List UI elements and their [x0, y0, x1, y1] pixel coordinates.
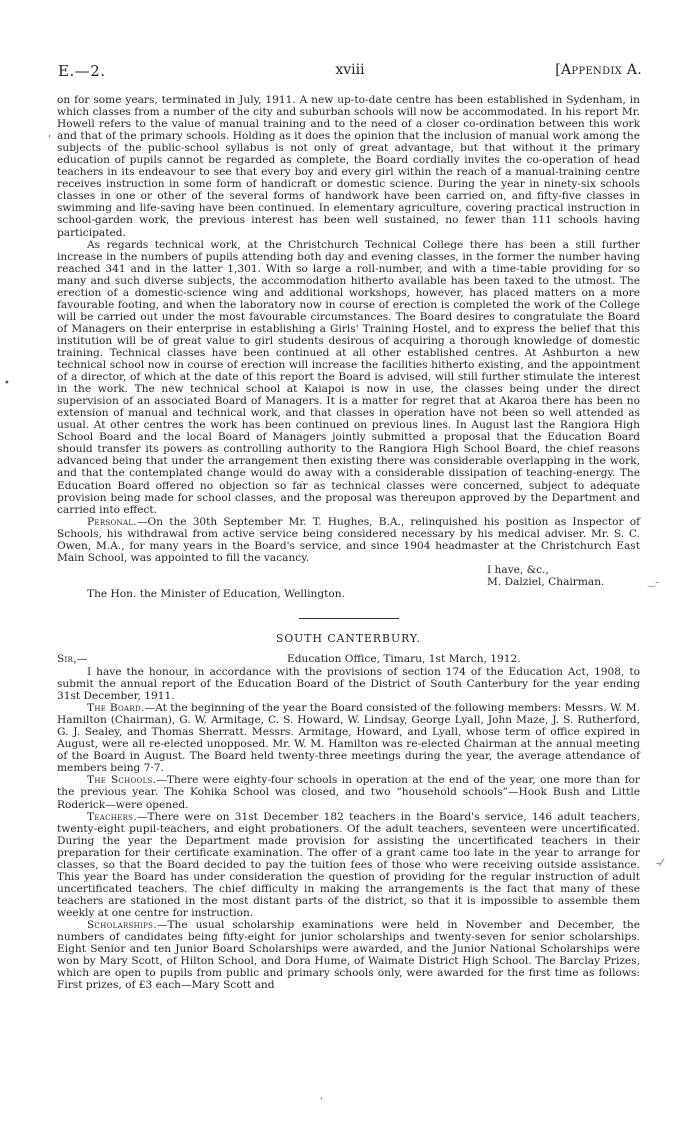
- intro-paragraph: I have the honour, in accordance with the provisions of section 174 of the Education Act, 1908, to submit the annual report of the Education Board of the District of South Canterbury for the year ending 31st December, 1911.: [57, 666, 640, 703]
- board-heading: The Board.: [87, 702, 145, 715]
- personal-paragraph: [57, 516, 640, 564]
- teachers-heading: Teachers.: [87, 810, 137, 823]
- board-text: —At the beginning of the year the Board consisted of the following members: Messrs. W. M. Hamilton (Chairman), G. W. Armitage, C. S. Howard, W. Lindsay, George Lyall, John Maze, J. S. Rutherford, G. J. Sealey, and Thomas Sherratt. Messrs. Armitage, Howard, and Lyall, whose term of office expired in August, were all re-elected unopposed. Mr. W. M. Hamilton was re-elected Chairman at the annual meeting of the Board in August. The Board held twenty-three meetings during the year, the average attendance of members being 7·7.: [57, 702, 641, 775]
- office-date-line: Education Office, Timaru, 1st March, 1912.: [287, 653, 521, 666]
- chairman-signature: M. Dalziel, Chairman.: [487, 575, 605, 588]
- technical-work-paragraph: As regards technical work, at the Christchurch Technical College there has been a still further increase in the numbers of pupils attending both day and evening classes, in the former the number having reached 341 and in the latter 1,301. With so large a roll-number, and with a time-table providing for so many and such diverse subjects, the accommodation hitherto available has been taxed to the utmost. The erection of a domestic-science wing and additional workshops, however, has placed matters on a more favourable footing, and when the laboratory now in course of erection is completed the work of the College will be carried out under the most favourable circumstances. The Board desires to congratulate the Board of Managers on their enterprise in establishing a Girls' Training Hostel, and to express the belief that this institution will be of great value to girl students desirous of acquiring a thorough knowledge of domestic training. Technical classes have been continued at all other established centres. At Ashburton a new technical school now in course of erection will increase the facilities hitherto existing, and the appointment of a director, of which at the date of this report the Board is advised, will still further stimulate the interest in the work. The new technical school at Kaiapoi is now in use, the classes being under the direct supervision of an associated Board of Managers. It is a matter for regret that at Akaroa there has been no extension of manual and technical work, and that classes in operation have not been so well attended as usual. At other centres the work has been continued on previous lines. In August last the Rangiora High School Board and the local Board of Managers jointly submitted a proposal that the Education Board should transfer its powers as controlling authority to the Rangiora High School Board, the chief reasons advanced being that under the arrangement then existing there was considerable overlapping in the work, and that the contemplated change would do away with a considerable dissipation of teaching-energy. The Education Board offered no objection so far as technical classes were concerned, subject to adequate provision being made for school classes, and the proposal was thereupon approved by the Department and carried into effect.: [57, 238, 640, 516]
- schools-text: —There were eighty-four schools in operation at the end of the year, one more than for the previous year. The Kohika School was closed, and two “household schools”—Hook Bush and Little Roderick—were opened.: [57, 774, 640, 811]
- bottom-dot-mark: ·: [320, 1094, 324, 1105]
- report-body: [57, 94, 640, 991]
- margin-mark: ,: [48, 128, 52, 139]
- margin-stroke-mark: ‿–: [648, 578, 660, 588]
- scholarships-heading: Scholarships.: [87, 919, 157, 931]
- personal-text: —On the 30th September Mr. T. Hughes, B.A., relinquished his position as Inspector of Schools, his withdrawal from active service being considered necessary by his medical adviser. Mr. S. C. Owen, M.A., for many years in the Board's service, and since 1904 headmaster at the Christchurch East Main School, was appointed to fill the vacancy.: [57, 515, 640, 564]
- section-divider: [299, 618, 399, 619]
- page-number: xviii: [335, 62, 365, 78]
- sign-off: I have, &c.,: [487, 563, 549, 576]
- margin-dash-mark: –⁄: [656, 858, 663, 869]
- page-header: [58, 62, 642, 84]
- schools-paragraph: [57, 774, 640, 810]
- schools-heading: The Schools.: [87, 774, 157, 787]
- salutation: Sir,—: [57, 653, 88, 666]
- teachers-text: —There were on 31st December 182 teachers in the Board's service, 146 adult teachers, twenty-eight pupil-teachers, and eight probationers. Of the adult teachers, seventeen were uncertificated. During the year the Department made provision for assisting the uncertificated teachers in their preparation for their certificate examination. The offer of a grant came too late in the year to arrange for classes, so that the Board decided to pay the tuition fees of those who were receiving outside assistance. This year the Board has under consideration the question of providing for the regular instruction of adult uncertificated teachers. The chief difficulty in making the arrangements is the fact that many of these teachers are stationed in the most distant parts of the district, so that it is impossible to assemble them weekly at one centre for instruction.: [57, 810, 640, 919]
- appendix-label: [Appendix A.: [555, 62, 642, 78]
- scholarships-text: —The usual scholarship examinations were held in November and December, the numbers of candidates being fifty-eight for junior scholarships and twenty-seven for senior scholarships. Eight Senior and ten Junior Board Scholarships were awarded, and the Junior National Scholarships were won by Mary Scott, of Hilton School, and Dora Hume, of Waimate District High School. The Barclay Prizes, which are open to pupils from public and primary schools only, were awarded for the first time as follows: First prizes, of £3 each—Mary Scott and: [57, 919, 640, 992]
- south-canterbury-title: SOUTH CANTERBURY.: [275, 631, 422, 645]
- manual-training-paragraph: on for some years, terminated in July, 1911. A new up-to-date centre has been established in Sydenham, in which classes from a number of the city and suburban schools will now be accommodated. In his report Mr. Howell refers to the value of manual training and to the need of a closer co-ordination between this work and that of the primary schools. Holding as it does the opinion that the inclusion of manual work among the subjects of the public-school syllabus is not only of great advantage, but that without it the primary education of pupils cannot be regarded as complete, the Board cordially invites the co-operation of head teachers in its endeavour to see that every boy and every girl within the reach of a manual-training centre receives instruction in some form of handicraft or domestic science. During the year in ninety-six schools classes in one or other of the several forms of handwork have been carried on, and fifty-five classes in swimming and life-saving have been continued. In elementary agriculture, covering practical instruction in school-garden work, the previous interest has been well sustained, no fewer than 111 schools having participated.: [57, 94, 640, 239]
- margin-dot-mark: •: [4, 378, 10, 389]
- report-code: E.—2.: [58, 62, 106, 80]
- personal-heading: Personal.: [87, 515, 137, 528]
- board-paragraph: [57, 702, 640, 774]
- addressee: The Hon. the Minister of Education, Wellington.: [87, 587, 345, 600]
- salutation-line: [57, 653, 640, 666]
- scholarships-paragraph: [57, 919, 640, 991]
- teachers-paragraph: [57, 811, 640, 919]
